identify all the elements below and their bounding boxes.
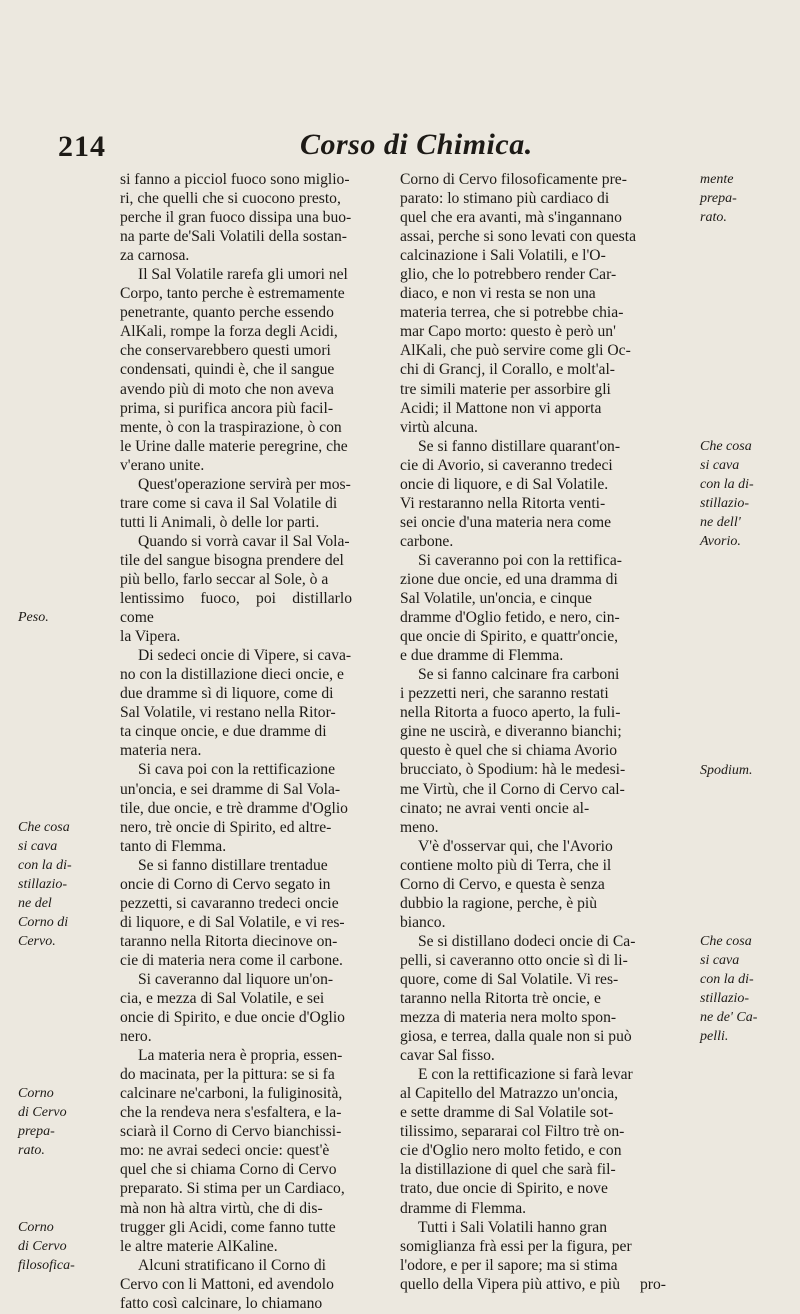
text-line: bianco. xyxy=(400,913,446,931)
margin-note xyxy=(18,1218,116,1275)
text-line: Se si distillano dodeci oncie di Ca- xyxy=(418,932,636,950)
margin-note-line: Cervo. xyxy=(18,933,56,949)
text-line: le Urine dalle materie peregrine, che xyxy=(120,437,348,455)
text-line: me Virtù, che il Corno di Cervo cal- xyxy=(400,780,625,798)
text-line: E con la rettificazione si farà levar xyxy=(418,1066,633,1084)
text-line: assai, perche si sono levati con questa xyxy=(400,228,637,246)
margin-note-line: si cava xyxy=(700,457,740,473)
margin-note-line: filosofica- xyxy=(18,1257,75,1273)
margin-note-line: con la di- xyxy=(700,972,754,987)
margin-note-line: prepa- xyxy=(18,1124,55,1140)
paragraph xyxy=(120,475,352,532)
text-line: materia terrea, che si potrebbe chia- xyxy=(400,304,624,322)
text-line: brucciato, ò Spodium: hà le medesi- xyxy=(400,761,626,779)
text-line: trare come si cava il Sal Volatile di xyxy=(120,494,338,512)
text-line: di liquore, e di Sal Volatile, e vi res- xyxy=(120,913,345,931)
paragraph xyxy=(120,760,352,855)
text-line: due dramme sì di liquore, come di xyxy=(120,685,334,703)
left-text-column xyxy=(120,170,352,1313)
text-line: do macinata, per la pittura: se si fa xyxy=(120,1066,335,1084)
text-line: pelli, si caveranno otto oncie sì di li- xyxy=(400,951,628,969)
text-line: Se si fanno distillare trentadue xyxy=(138,856,328,874)
text-line: contiene molto più di Terra, che il xyxy=(400,856,612,874)
margin-note-line: ne de' Ca- xyxy=(700,1010,758,1025)
text-line: prima, si purifica ancora più facil- xyxy=(120,399,334,417)
text-line: dubbio la ragione, perche, è più xyxy=(400,894,598,912)
text-line: e due dramme di Flemma. xyxy=(400,647,564,665)
text-line: Se si fanno calcinare fra carboni xyxy=(418,666,620,684)
text-line: mar Capo morto: questo è però un' xyxy=(400,323,616,341)
text-line: pezzetti, si cavaranno tredeci oncie xyxy=(120,894,339,912)
margin-note-line: stillazio- xyxy=(700,991,750,1006)
text-line: la Vipera. xyxy=(120,628,181,646)
paragraph xyxy=(400,1065,690,1217)
margin-note-line: di Cervo xyxy=(18,1105,67,1121)
margin-note-line: mente xyxy=(700,172,734,187)
text-line: tre simili materie per assorbire gli xyxy=(400,380,611,398)
paragraph xyxy=(120,970,352,1046)
margin-note-line: con la di- xyxy=(18,857,72,873)
paragraph xyxy=(120,265,352,475)
margin-note xyxy=(700,932,795,1046)
paragraph xyxy=(120,646,352,760)
text-line: virtù alcuna. xyxy=(400,418,478,436)
text-line: mezza di materia nera molto spon- xyxy=(400,1009,617,1027)
margin-note-line: stillazio- xyxy=(700,495,750,511)
text-line: v'erano unite. xyxy=(120,456,205,474)
text-line: La materia nera è propria, essen- xyxy=(138,1047,343,1065)
text-line: sciarà il Corno di Cervo bianchissi- xyxy=(120,1123,342,1141)
paragraph xyxy=(400,837,690,932)
text-line: condensati, quindi è, che il sangue xyxy=(120,361,335,379)
margin-note xyxy=(700,170,795,227)
text-line: taranno nella Ritorta trè oncie, e xyxy=(400,990,601,1008)
margin-note-line: pelli. xyxy=(700,1029,729,1044)
text-line: AlKali, che può servire come gli Oc- xyxy=(400,342,631,360)
margin-note-line: Spodium. xyxy=(700,762,753,778)
text-line: ri, che quelli che si cuocono presto, xyxy=(120,190,341,208)
text-line: meno. xyxy=(400,818,439,836)
text-line: tutti li Animali, ò delle lor parti. xyxy=(120,513,320,531)
text-line: cie di materia nera come il carbone. xyxy=(120,951,343,969)
text-line: i pezzetti neri, che saranno restati xyxy=(400,685,609,703)
text-line: taranno nella Ritorta diecinove on- xyxy=(120,932,338,950)
text-line: Quest'operazione servirà per mos- xyxy=(138,475,351,493)
paragraph xyxy=(400,170,690,437)
text-line: ta cinque oncie, e due dramme di xyxy=(120,723,327,741)
margin-note xyxy=(18,1084,116,1160)
text-line: Corno di Cervo, e questa è senza xyxy=(400,875,605,893)
text-line: cavar Sal fisso. xyxy=(400,1047,495,1065)
text-line: trugger gli Acidi, come fanno tutte xyxy=(120,1218,336,1236)
text-line: Cervo con li Mattoni, ed avendolo xyxy=(120,1275,334,1293)
margin-note-line: si cava xyxy=(700,953,740,968)
margin-note xyxy=(700,761,795,780)
text-line: Di sedeci oncie di Vipere, si cava- xyxy=(138,647,352,665)
text-line: gine ne uscirà, e diveranno bianchi; xyxy=(400,723,622,741)
text-line: preparato. Si stima per un Cardiaco, xyxy=(120,1180,345,1198)
text-line: oncie di Corno di Cervo segato in xyxy=(120,875,331,893)
text-line: che la rendeva nera s'esfaltera, e la- xyxy=(120,1104,342,1122)
text-line: Si cava poi con la rettificazione xyxy=(138,761,336,779)
text-line: Quando si vorrà cavar il Sal Vola- xyxy=(138,532,350,550)
margin-note-line: Corno xyxy=(18,1086,54,1102)
text-line: carbone. xyxy=(400,532,454,550)
text-line: al Capitello del Matrazzo un'oncia, xyxy=(400,1085,619,1103)
paragraph xyxy=(400,551,690,665)
text-line: tile del sangue bisogna prendere del xyxy=(120,551,344,569)
text-line: Acidi; il Mattone non vi apporta xyxy=(400,399,602,417)
text-line: AlKali, rompe la forza degli Acidi, xyxy=(120,323,338,341)
text-line: mo: ne avrai sedeci oncie: quest'è xyxy=(120,1142,330,1160)
text-line: giosa, e terrea, dalla quale non si può xyxy=(400,1028,632,1046)
text-line: si fanno a picciol fuoco sono miglio- xyxy=(120,171,350,188)
text-line: dramme di Flemma. xyxy=(400,1199,527,1217)
text-line: cia, e mezza di Sal Volatile, e sei xyxy=(120,990,325,1008)
text-line: Si caveranno poi con la rettifica- xyxy=(418,551,622,569)
margin-note-line: rato. xyxy=(700,210,727,225)
text-line: materia nera. xyxy=(120,742,202,760)
text-line: Vi restaranno nella Ritorta venti- xyxy=(400,494,606,512)
text-line: quel che era avanti, mà s'ingannano xyxy=(400,209,622,227)
paragraph xyxy=(120,856,352,970)
text-line: Tutti i Sali Volatili hanno gran xyxy=(418,1218,608,1236)
text-line: Se si fanno distillare quarant'on- xyxy=(418,437,621,455)
text-line: Si caveranno dal liquore un'on- xyxy=(138,970,334,988)
page-header xyxy=(0,128,800,168)
text-line: calcinazione i Sali Volatili, e l'O- xyxy=(400,247,606,265)
text-line: quello della Vipera più attivo, e più xyxy=(400,1275,621,1293)
text-line: e sette dramme di Sal Volatile sot- xyxy=(400,1104,614,1122)
text-line: mente, ò con la traspirazione, ò con xyxy=(120,418,342,436)
text-line: tile, due oncie, e trè dramme d'Oglio xyxy=(120,799,348,817)
text-line: avendo più di moto che non aveva xyxy=(120,380,334,398)
margin-note-line: Peso. xyxy=(18,610,49,626)
margin-note xyxy=(700,437,795,551)
text-line: cinato; ne avrai venti oncie al- xyxy=(400,799,590,817)
paragraph xyxy=(400,437,690,551)
margin-note-line: ne del xyxy=(18,895,52,911)
text-line: fatto così calcinare, lo chiamano xyxy=(120,1294,323,1312)
text-line: glio, che lo potrebbero render Car- xyxy=(400,266,617,284)
text-line: V'è d'osservar qui, che l'Avorio xyxy=(418,837,613,855)
text-line: sei oncie d'una materia nera come xyxy=(400,513,612,531)
margin-note xyxy=(18,818,116,951)
margin-note xyxy=(18,608,116,627)
margin-note-line: Che cosa xyxy=(18,819,70,835)
margin-note-line: Che cosa xyxy=(700,934,752,949)
text-line: zione due oncie, ed una dramma di xyxy=(400,570,618,588)
margin-note-line: Corno di xyxy=(18,914,69,930)
text-line: la distillazione di quel che sarà fil- xyxy=(400,1161,616,1179)
paragraph xyxy=(120,1256,352,1313)
text-line: tilissimo, separarai col Filtro trè on- xyxy=(400,1123,625,1141)
text-line: lentissimo fuoco, poi distillarlo come xyxy=(120,590,352,627)
margin-note-line: di Cervo xyxy=(18,1238,67,1254)
page-number: 214 xyxy=(58,130,106,163)
text-line: Il Sal Volatile rarefa gli umori nel xyxy=(138,266,348,284)
margin-note-line: rato. xyxy=(18,1143,45,1159)
text-line: diaco, e non vi resta se non una xyxy=(400,285,596,303)
text-line: parato: lo stimano più cardiaco di xyxy=(400,190,610,208)
text-line: nero, trè oncie di Spirito, ed altre- xyxy=(120,818,332,836)
text-line: Sal Volatile, un'oncia, e cinque xyxy=(400,590,592,608)
text-line: no con la distillazione dieci oncie, e xyxy=(120,666,344,684)
text-line: che conservarebbero questi umori xyxy=(120,342,331,360)
text-line: tanto di Flemma. xyxy=(120,837,227,855)
text-line: un'oncia, e sei dramme di Sal Vola- xyxy=(120,780,341,798)
text-line: za carnosa. xyxy=(120,247,190,265)
catchword: pro- xyxy=(640,1276,666,1293)
paragraph xyxy=(400,932,690,1065)
text-line: nero. xyxy=(120,1028,152,1046)
text-line: questo è quel che si chiama Avorio xyxy=(400,742,618,760)
text-line: più bello, farlo seccar al Sole, ò a xyxy=(120,570,329,588)
text-line: Sal Volatile, vi restano nella Ritor- xyxy=(120,704,336,722)
text-line: Corno di Cervo filosoficamente pre- xyxy=(400,171,627,188)
text-line: oncie di Spirito, e due oncie d'Oglio xyxy=(120,1009,345,1027)
text-line: cie d'Oglio nero molto fetido, e con xyxy=(400,1142,622,1160)
paragraph xyxy=(400,665,690,836)
text-line: quore, come di Sal Volatile. Vi res- xyxy=(400,970,619,988)
text-line: Alcuni stratificano il Corno di xyxy=(138,1256,326,1274)
text-line: l'odore, e per il sapore; ma si stima xyxy=(400,1256,618,1274)
right-text-column xyxy=(400,170,690,1294)
text-line: quel che si chiama Corno di Cervo xyxy=(120,1161,337,1179)
margin-note-line: Che cosa xyxy=(700,438,752,454)
margin-note-line: Avorio. xyxy=(700,533,741,549)
text-line: Corpo, tanto perche è estremamente xyxy=(120,285,345,303)
text-line: perche il gran fuoco dissipa una buo- xyxy=(120,209,352,227)
text-line: somiglianza frà essi per la figura, per xyxy=(400,1237,632,1255)
paragraph xyxy=(120,532,352,646)
text-line: na parte de'Sali Volatili della sostan- xyxy=(120,228,347,246)
text-line: nella Ritorta a fuoco aperto, la fuli- xyxy=(400,704,621,722)
margin-note-line: Corno xyxy=(18,1219,54,1235)
text-line: trato, due oncie di Spirito, e nove xyxy=(400,1180,608,1198)
margin-note-line: stillazio- xyxy=(18,876,68,892)
margin-note-line: ne dell' xyxy=(700,514,741,530)
text-line: oncie di liquore, e di Sal Volatile. xyxy=(400,475,609,493)
margin-note-line: con la di- xyxy=(700,476,754,492)
running-title: Corso di Chimica. xyxy=(300,128,533,161)
text-line: que oncie di Spirito, e quattr'oncie, xyxy=(400,628,619,646)
margin-note-line: si cava xyxy=(18,838,58,854)
text-line: cie di Avorio, si caveranno tredeci xyxy=(400,456,613,474)
margin-note-line: prepa- xyxy=(700,191,737,206)
text-line: mà non hà altra virtù, che di dis- xyxy=(120,1199,323,1217)
text-line: chi di Grancj, il Corallo, e molt'al- xyxy=(400,361,616,379)
paragraph xyxy=(120,1046,352,1256)
text-line: penetrante, quanto perche essendo xyxy=(120,304,334,322)
text-line: dramme d'Oglio fetido, e nero, cin- xyxy=(400,609,620,627)
text-line: calcinare ne'carboni, la fuliginosità, xyxy=(120,1085,343,1103)
text-line: le altre materie AlKaline. xyxy=(120,1237,278,1255)
paragraph xyxy=(120,170,352,265)
